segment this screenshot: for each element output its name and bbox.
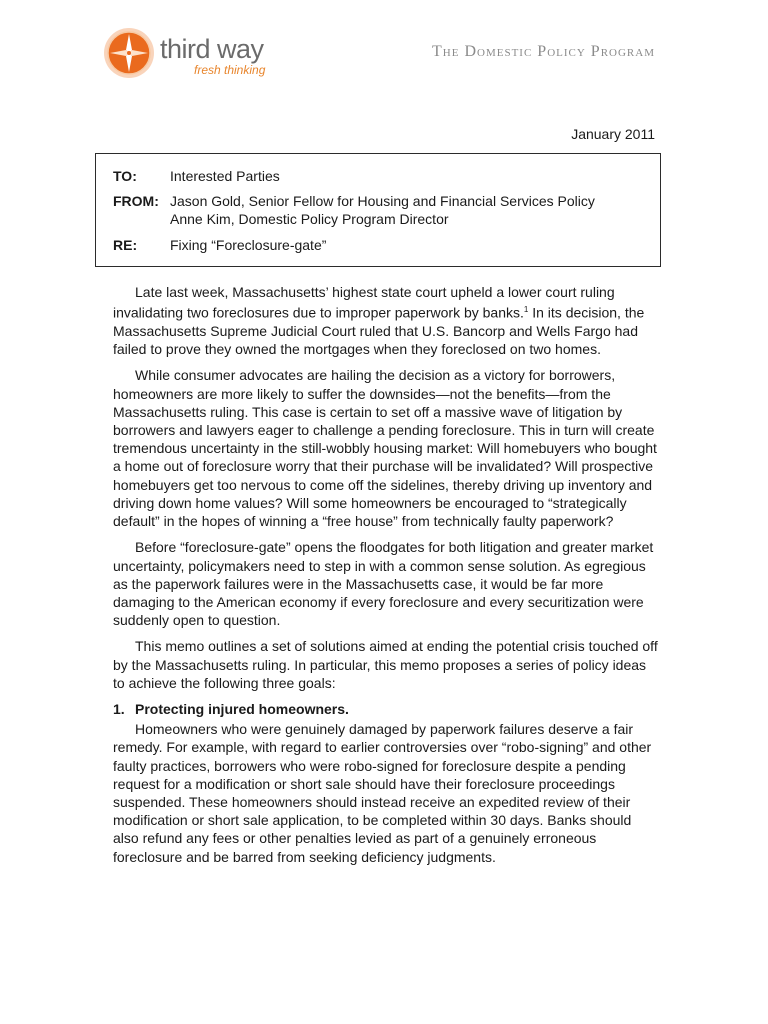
to-value: Interested Parties (170, 168, 280, 184)
paragraph-1-text-b: In its decision, the Massachusetts Supreme Judicial Court ruled that U.S. Bancorp and Wells Fargo had failed to prove they owned the mortgages when they foreclosed on two homes. (113, 304, 645, 358)
re-label: RE: (113, 237, 138, 253)
paragraph-1 (113, 283, 658, 358)
from-value-1: Jason Gold, Senior Fellow for Housing and Financial Services Policy (170, 193, 595, 209)
program-title: The Domestic Policy Program (432, 43, 655, 60)
goal-number-1: 1. (113, 700, 125, 717)
logo-name: third way (160, 34, 264, 64)
goal-heading-1 (113, 700, 658, 718)
third-way-logo (102, 26, 302, 82)
memo-header-box (95, 153, 661, 267)
memo-date: January 2011 (571, 126, 655, 142)
paragraph-2: While consumer advocates are hailing the decision as a victory for borrowers, homeowners are more likely to suffer the downsides—not the benefits—from the Massachusetts ruling. This case is certain to set off a massive wave of litigation by borrowers and lawyers eager to challenge a pending foreclosure. This in turn will create tremendous uncertainty in the still-wobbly housing market: Will homebuyers who bought a home out of foreclosure worry that their purchase will be invalidated? Will prospective homebuyers get too nervous to come off the sidelines, thereby driving up inventory and driving down home values? Will some homeowners be encouraged to “strategically default” in the hopes of winning a “free house” from technically faulty paperwork? (113, 367, 657, 530)
re-value: Fixing “Foreclosure-gate” (170, 237, 327, 253)
paragraph-5: Homeowners who were genuinely damaged by paperwork failures deserve a fair remedy. For example, with regard to earlier controversies over “robo-signing” and other faulty practices, borrowers who were robo-signed for foreclosure despite a pending request for a modification or short sale should have their foreclosure proceedings suspended. These homeowners should instead receive an expedited review of their modification or short sale application, to be completed within 30 days. Banks should also refund any fees or other penalties levied as part of a genuinely erroneous foreclosure and be barred from seeking deficiency judgments. (113, 721, 652, 865)
memo-body (113, 283, 658, 874)
compass-icon (102, 26, 158, 82)
from-label: FROM: (113, 193, 159, 209)
footnote-ref-1: 1 (523, 305, 529, 315)
logo-tagline: fresh thinking (194, 63, 266, 77)
paragraph-3: Before “foreclosure-gate” opens the floodgates for both litigation and greater market uncertainty, policymakers need to step in with a common sense solution. As egregious as the paperwork failures were in the Massachusetts case, it would be far more damaging to the American economy if every foreclosure and every securitization were suddenly open to question. (113, 539, 654, 629)
goal-title-1: Protecting injured homeowners. (135, 700, 349, 717)
paragraph-1-text-a: Late last week, Massachusetts’ highest state court upheld a lower court ruling invalidating two foreclosures due to improper paperwork by banks. (113, 284, 615, 321)
from-value-2: Anne Kim, Domestic Policy Program Director (170, 211, 449, 227)
to-label: TO: (113, 168, 137, 184)
paragraph-4: This memo outlines a set of solutions aimed at ending the potential crisis touched off by the Massachusetts ruling. In particular, this memo proposes a series of policy ideas to achieve the following three goals: (113, 638, 658, 691)
